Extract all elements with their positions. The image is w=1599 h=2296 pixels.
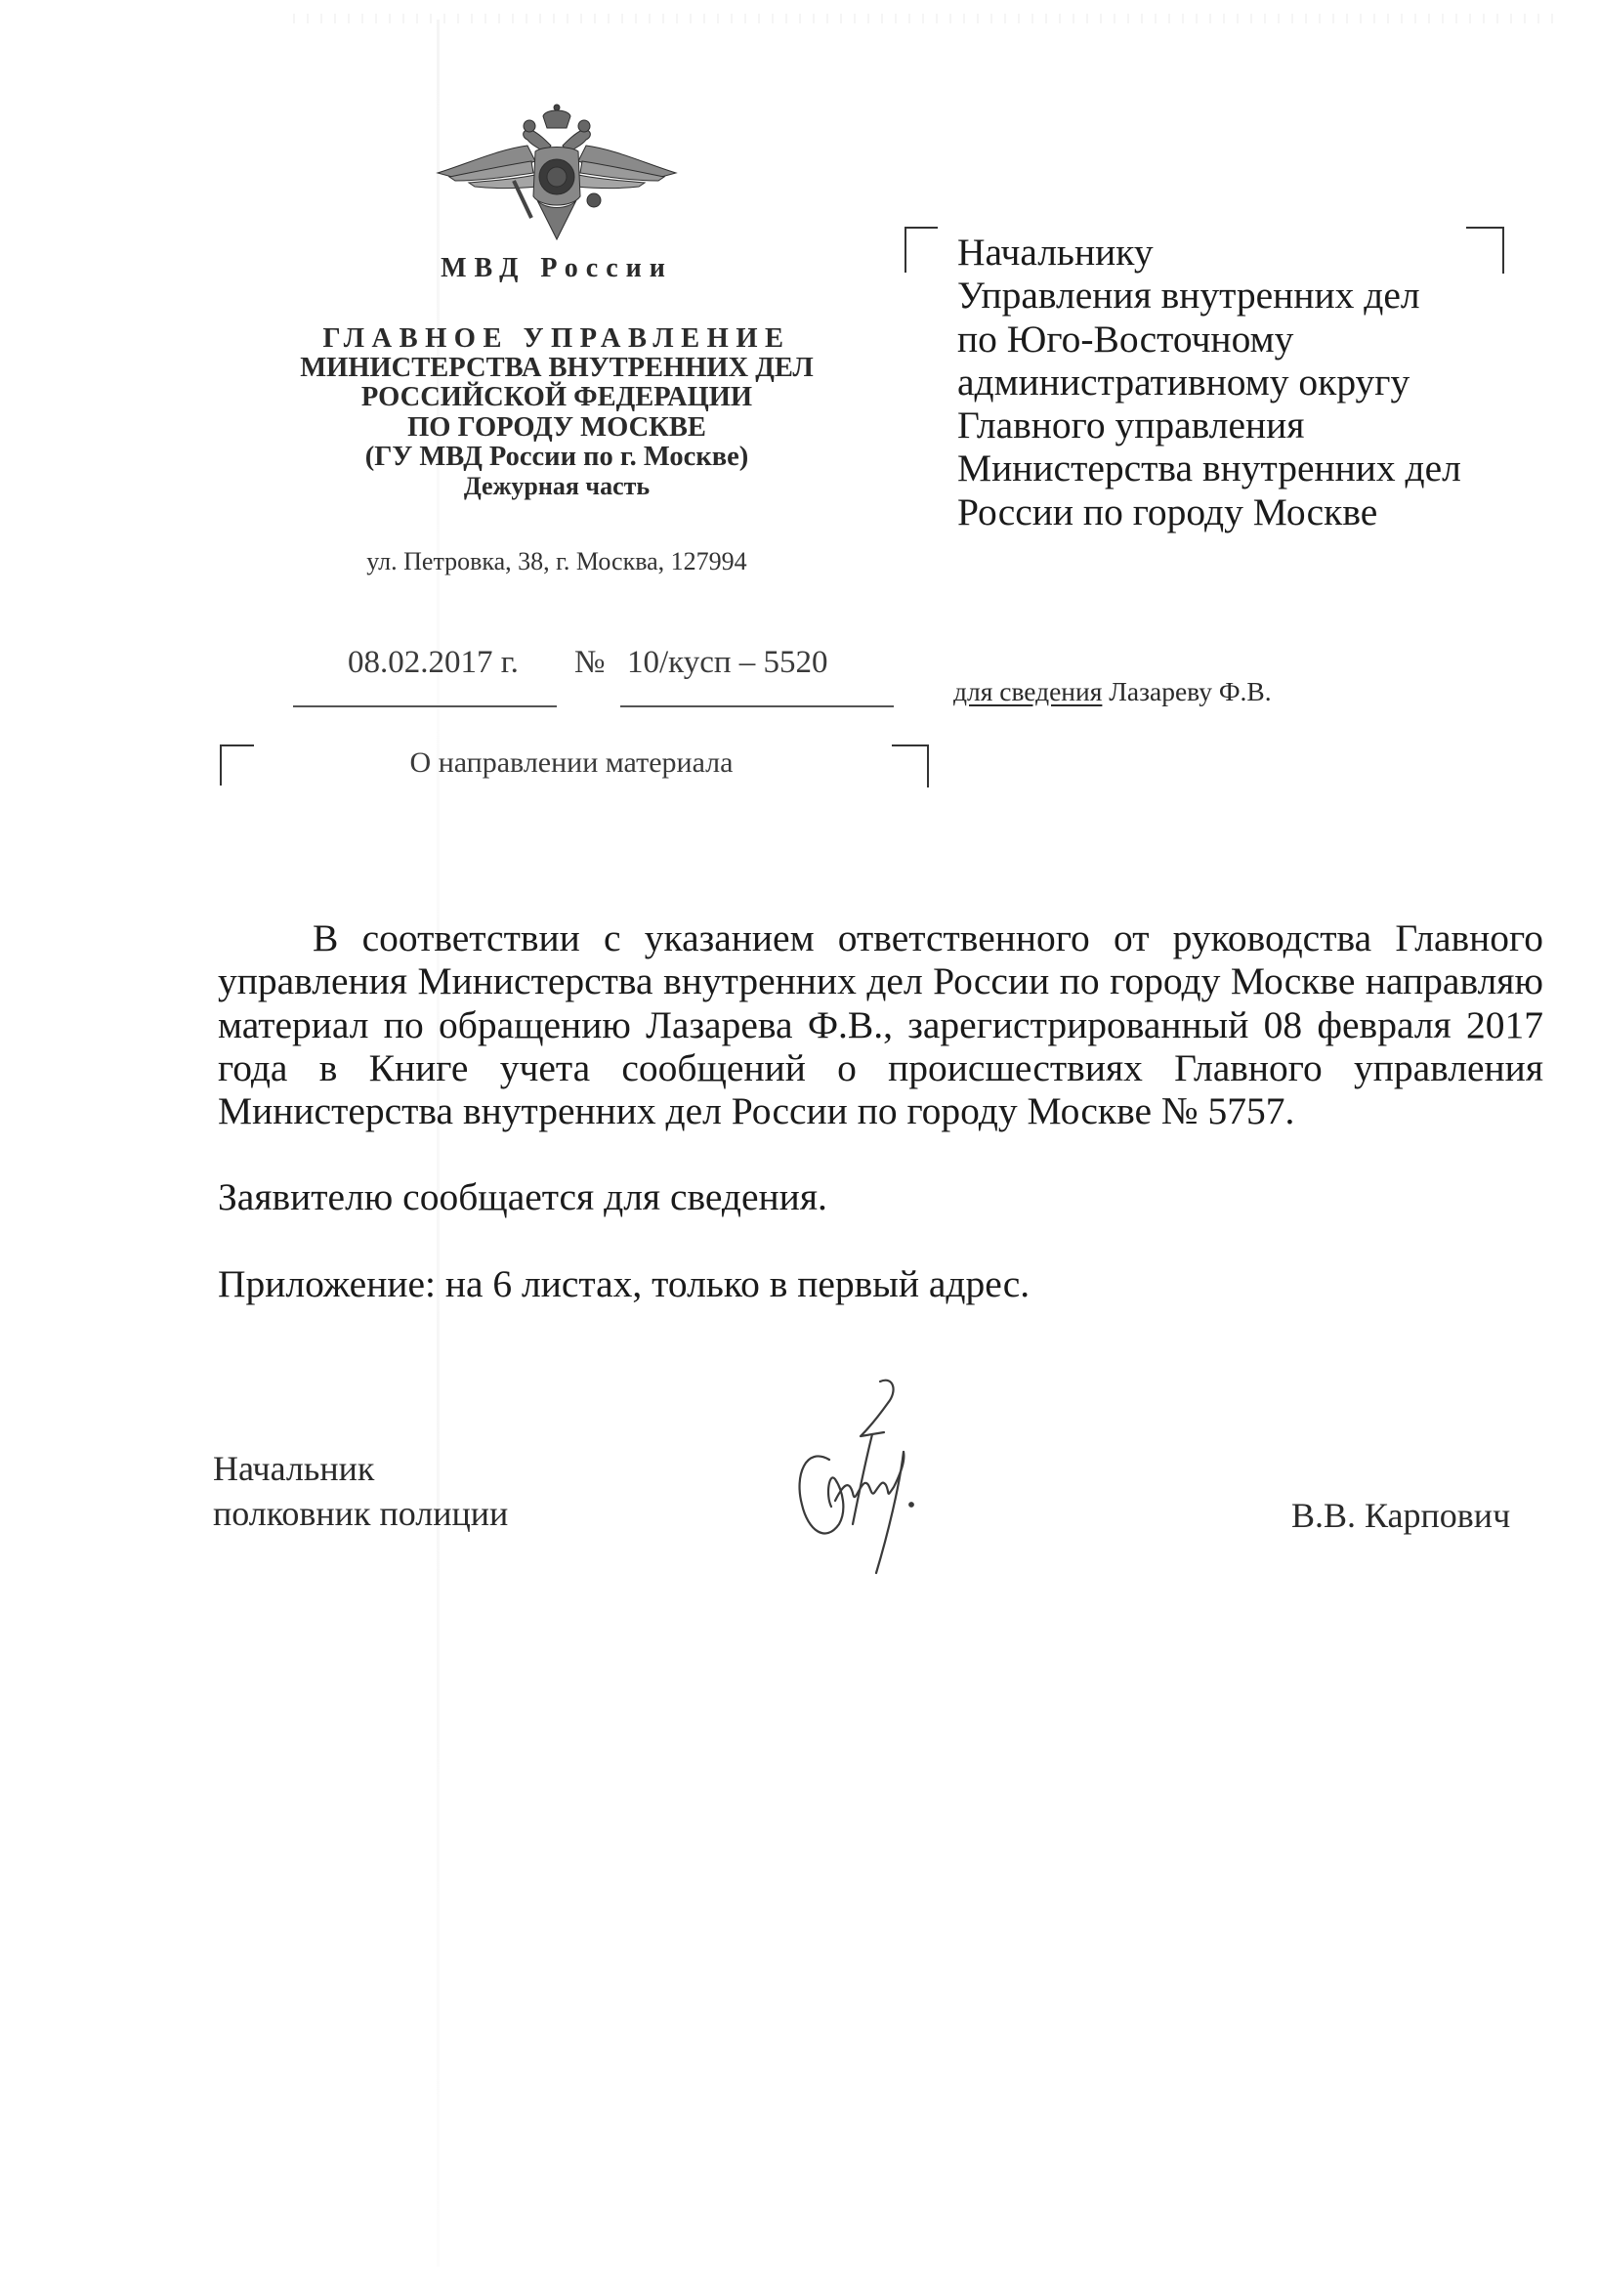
body-paragraph: В соответствии с указанием ответственного от руководства Главного управления Министерства внутренних дел России по городу Москве направляю материал по обращению Лазарева Ф.В., зарегистрированный 08 февраля 2017 года в Книге учета сообщений о происшествиях Главного управления Министерства внутренних дел России по городу Москве № 5757.: [218, 916, 1543, 1133]
corner-bracket-icon: [905, 227, 938, 273]
signatory-position: Начальник: [213, 1449, 375, 1488]
addressee-line: Начальнику: [957, 231, 1154, 274]
number-sign: №: [574, 645, 606, 680]
addressee-line: России по городу Москве: [957, 489, 1378, 533]
signatory-name: В.В. Карпович: [1291, 1496, 1511, 1535]
addressee-text: [957, 231, 1461, 533]
document-number: 10/кусп – 5520: [627, 645, 828, 680]
subject-text: О направлении материала: [409, 746, 734, 779]
copy-to-label: для сведения: [953, 676, 1103, 706]
document-date: 08.02.2017 г.: [348, 645, 519, 680]
body-paragraph: Приложение: на 6 листах, только в первый адрес.: [218, 1261, 1031, 1305]
addressee-line: Министерства внутренних дел: [957, 446, 1461, 490]
number-underline: [620, 705, 894, 707]
copy-to-name: Лазареву Ф.В.: [1109, 676, 1272, 706]
mvd-emblem-icon: [430, 103, 684, 249]
org-address: ул. Петровка, 38, г. Москва, 127994: [366, 547, 747, 575]
signature-icon: [796, 1378, 1001, 1578]
addressee-line: по Юго-Восточному: [957, 317, 1294, 361]
org-line: (ГУ МВД России по г. Москве): [364, 441, 749, 472]
org-line: МИНИСТЕРСТВА ВНУТРЕННИХ ДЕЛ: [300, 353, 814, 384]
org-line: РОССИЙСКОЙ ФЕДЕРАЦИИ: [360, 382, 753, 413]
signatory-title: [213, 1446, 508, 1536]
scan-artifact: [293, 14, 1563, 23]
agency-short-name: МВД России: [441, 253, 673, 283]
org-line: Дежурная часть: [463, 472, 651, 501]
addressee-line: административному округу: [957, 360, 1410, 404]
addressee-line: Управления внутренних дел: [957, 274, 1420, 318]
date-underline: [293, 705, 557, 707]
organization-name: [264, 324, 850, 501]
org-line: ГЛАВНОЕ УПРАВЛЕНИЕ: [322, 323, 791, 354]
corner-bracket-icon: [1466, 227, 1504, 274]
copy-to-line: [953, 676, 1272, 707]
addressee-line: Главного управления: [957, 404, 1305, 447]
org-line: ПО ГОРОДУ МОСКВЕ: [407, 411, 706, 443]
body-paragraph: Заявителю сообщается для сведения.: [218, 1175, 827, 1219]
letter-body: [218, 916, 1543, 1305]
signatory-rank: полковник полиции: [213, 1494, 509, 1533]
